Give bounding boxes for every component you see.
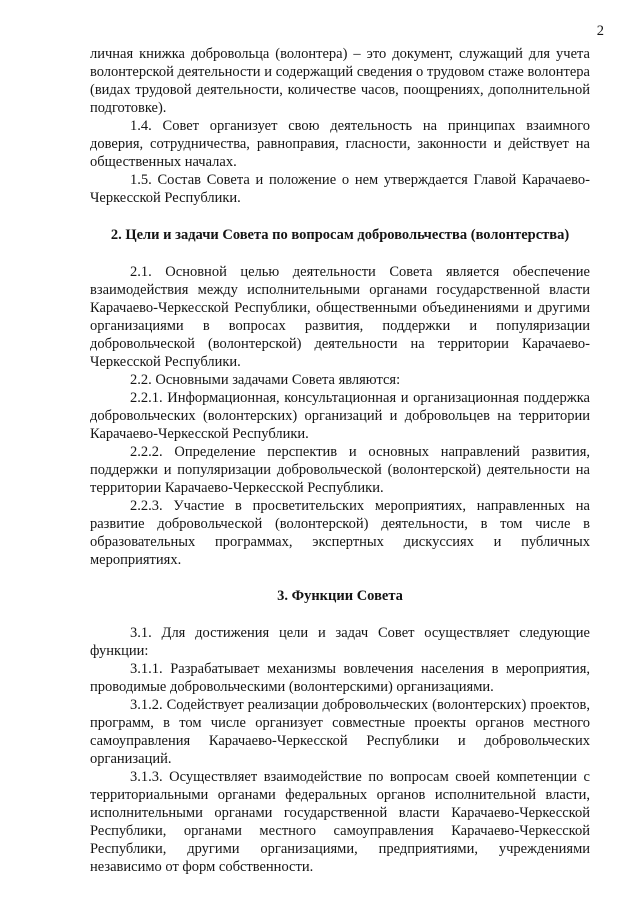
paragraph-continuation: личная книжка добровольца (волонтера) – это документ, служащий для учета волонтерской деятельности и содержащий сведения о трудовом стаже волонтера (видах трудовой деятельности, количестве часов, поощрениях, дополнительной подготовке).: [90, 46, 590, 116]
paragraph-2-2-2: 2.2.2. Определение перспектив и основных направлений развития, поддержки и популяризации добровольческой (волонтерской) деятельности на территории Карачаево-Черкесской Республики.: [90, 444, 590, 496]
paragraph-1-5: 1.5. Состав Совета и положение о нем утверждается Главой Карачаево-Черкесской Республики.: [90, 172, 590, 206]
paragraph-2-1: 2.1. Основной целью деятельности Совета является обеспечение взаимодействия между исполнительными органами государственной власти Карачаево-Черкесской Республики, общественными объединениями и другими организациями в вопросах развития, поддержки и популяризации добровольческой (волонтерской) деятельности на территории Карачаево-Черкесской Республики.: [90, 264, 590, 370]
paragraph-2-2: 2.2. Основными задачами Совета являются:: [130, 372, 401, 388]
section-2-heading: 2. Цели и задачи Совета по вопросам добровольчества (волонтерства): [110, 227, 570, 243]
paragraph-3-1-1: 3.1.1. Разрабатывает механизмы вовлечения населения в мероприятия, проводимые добровольческими (волонтерскими) организациями.: [90, 661, 590, 695]
document-body: [90, 45, 590, 876]
paragraph-1-4: 1.4. Совет организует свою деятельность на принципах взаимного доверия, сотрудничества, равноправия, гласности, законности и действует на общественных началах.: [90, 118, 590, 170]
paragraph-2-2-1: 2.2.1. Информационная, консультационная и организационная поддержка добровольческих (волонтерских) организаций и добровольцев на территории Карачаево-Черкесской Республики.: [90, 390, 590, 442]
paragraph-2-2-3: 2.2.3. Участие в просветительских мероприятиях, направленных на развитие добровольческой (волонтерской) деятельности, в том числе в образовательных программах, экспертных дискуссиях и публичных мероприятиях.: [90, 498, 590, 568]
paragraph-3-1: 3.1. Для достижения цели и задач Совет осуществляет следующие функции:: [90, 625, 590, 659]
paragraph-3-1-3: 3.1.3. Осуществляет взаимодействие по вопросам своей компетенции с территориальными органами федеральных органов исполнительной власти, исполнительными органами государственной власти Карачаево-Черкесской Республики, органами местного самоуправления Карачаево-Черкесской Республики, другими организациями, предприятиями, учреждениями независимо от форм собственности.: [90, 769, 590, 875]
page-number: 2: [596, 23, 604, 39]
section-3-heading: 3. Функции Совета: [277, 588, 403, 604]
paragraph-3-1-2: 3.1.2. Содействует реализации добровольческих (волонтерских) проектов, программ, в том числе организует совместные проекты органов местного самоуправления Карачаево-Черкесской Республики и добровольческих организаций.: [90, 697, 590, 767]
